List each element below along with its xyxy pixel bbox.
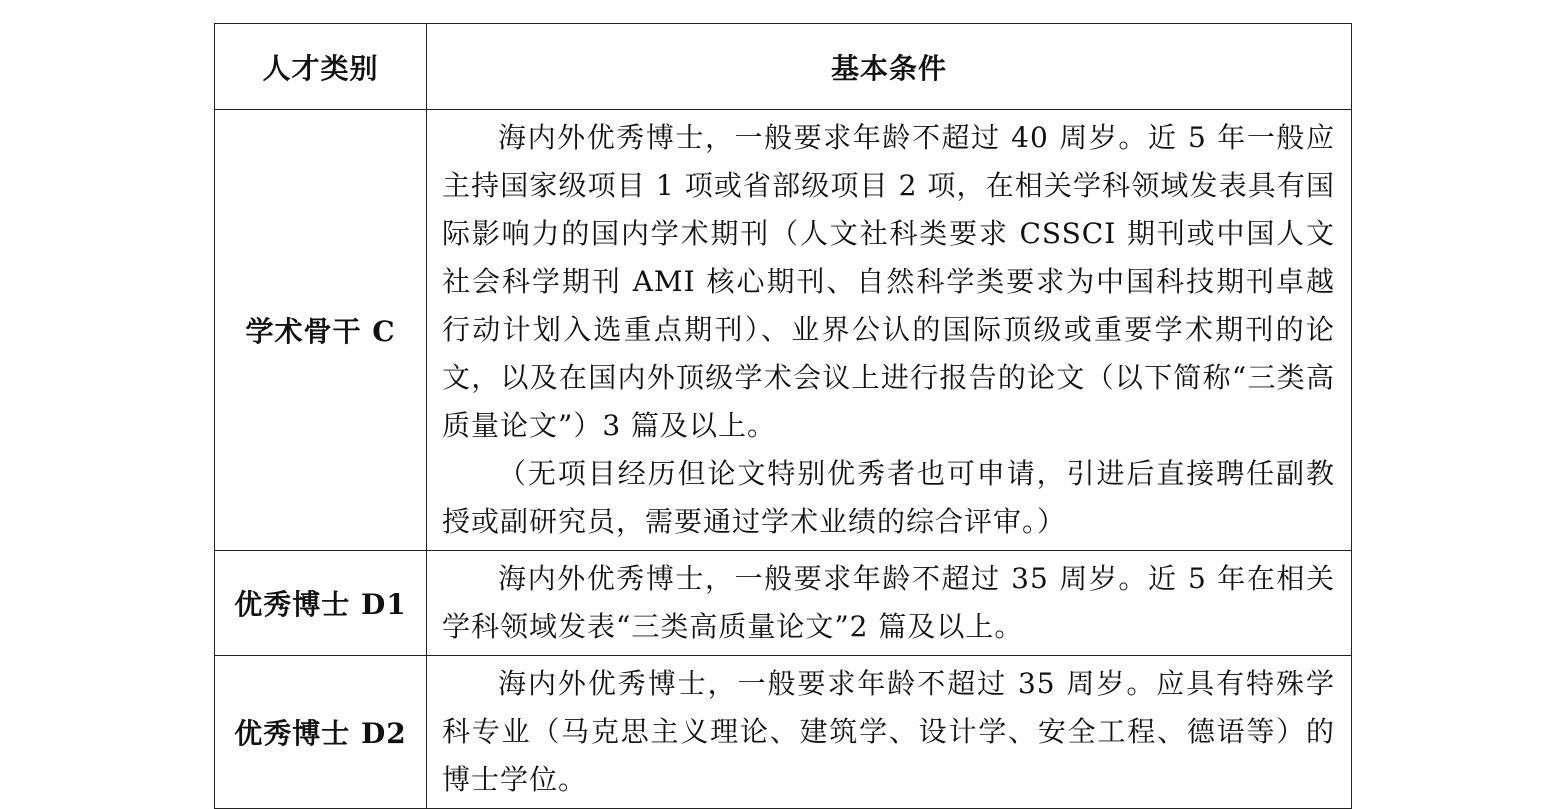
condition-paragraph: 海内外优秀博士，一般要求年龄不超过 35 周岁。近 5 年在相关学科领域发表“三类高质量论文”2 篇及以上。: [442, 562, 1335, 643]
category-cell: 优秀博士 D2: [215, 656, 427, 809]
header-conditions: 基本条件: [427, 24, 1352, 110]
table-row: [215, 656, 1352, 809]
conditions-cell: [427, 656, 1352, 809]
header-category: 人才类别: [215, 24, 427, 110]
talent-category-table: [214, 23, 1352, 809]
table-header-row: [215, 24, 1352, 110]
conditions-cell: [427, 551, 1352, 656]
condition-paragraph: 海内外优秀博士，一般要求年龄不超过 40 周岁。近 5 年一般应主持国家级项目 1 项或省部级项目 2 项，在相关学科领域发表具有国际影响力的国内学术期刊（人文社科类要求 CSSCI 期刊或中国人文社会科学期刊 AMI 核心期刊、自然科学类要求为中国科技期刊卓越行动计划入选重点期刊）、业界公认的国际顶级或重要学术期刊的论文，以及在国内外顶级学术会议上进行报告的论文（以下简称“三类高质量论文”）3 篇及以上。: [442, 121, 1335, 442]
table-row: [215, 551, 1352, 656]
table-row: [215, 110, 1352, 551]
category-cell: 优秀博士 D1: [215, 551, 427, 656]
conditions-cell: [427, 110, 1352, 551]
condition-paragraph: 海内外优秀博士，一般要求年龄不超过 35 周岁。应具有特殊学科专业（马克思主义理论、建筑学、设计学、安全工程、德语等）的博士学位。: [442, 667, 1335, 796]
category-cell: 学术骨干 C: [215, 110, 427, 551]
condition-paragraph: （无项目经历但论文特别优秀者也可申请，引进后直接聘任副教授或副研究员，需要通过学术业绩的综合评审。）: [442, 457, 1335, 538]
